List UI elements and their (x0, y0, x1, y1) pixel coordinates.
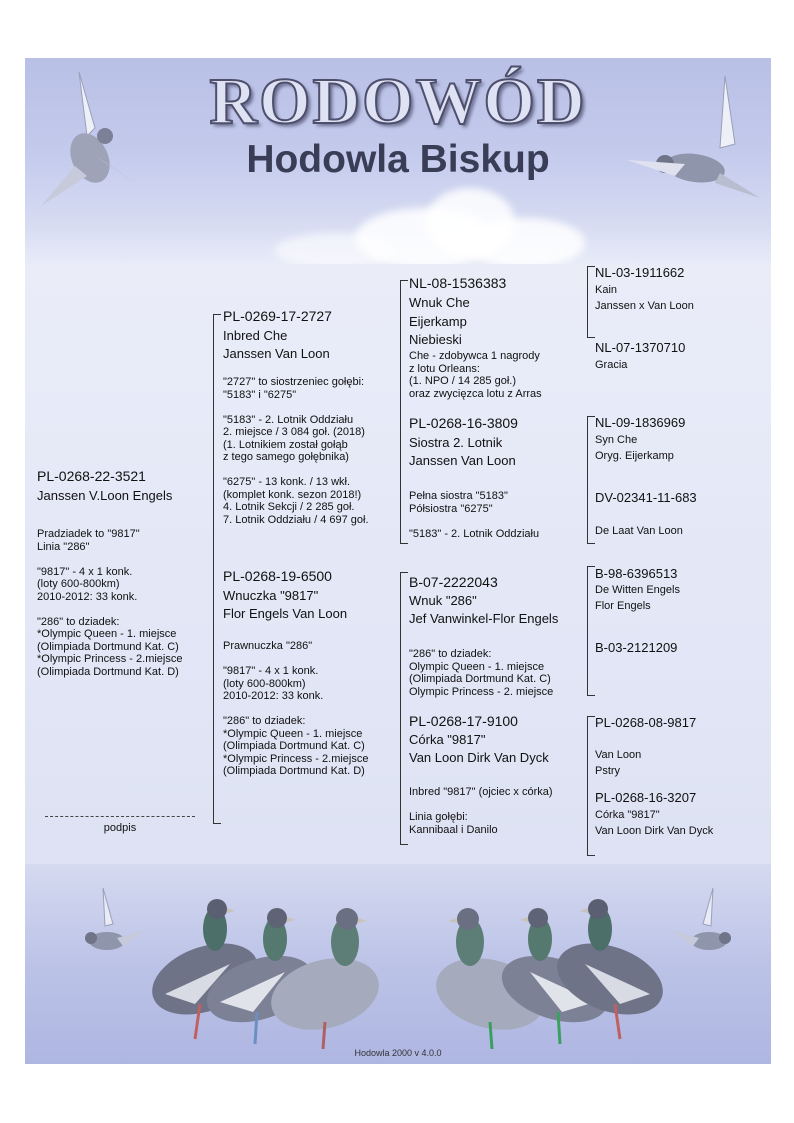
note-line (223, 703, 368, 716)
bracket-father-parents (400, 280, 401, 544)
note-line: (Olimpiada Dortmund Kat. D) (37, 665, 179, 678)
bracket-tick (400, 280, 408, 281)
note-line: Che - zdobywca 1 nagrody (409, 350, 540, 362)
note-line: *Olympic Princess - 2.miejsce (223, 752, 369, 765)
note-line: Inbred "9817" (ojciec x córka) (409, 786, 553, 798)
mother-ring-number: PL-0268-19-6500 (223, 568, 332, 584)
great-grandparent-2-ring-number: NL-07-1370710 (595, 340, 686, 355)
pedigree-sheet (25, 58, 771, 1064)
great-grandparent-2-line: Gracia (595, 359, 628, 371)
note-line: "5183" - 2. Lotnik Oddziału (409, 527, 540, 540)
bracket-ggp-3 (587, 566, 588, 696)
grandparent-2-line: Siostra 2. Lotnik (409, 435, 503, 450)
note-line: *Olympic Queen - 1. miejsce (223, 727, 363, 740)
note-line: Linia "286" (37, 540, 90, 553)
note-line: *Olympic Queen - 1. miejsce (37, 628, 177, 640)
great-grandparent-1-line: Kain (595, 284, 618, 296)
note-line: Kannibaal i Danilo (409, 823, 498, 836)
grandparent-2-ring-number: PL-0268-16-3809 (409, 415, 518, 431)
great-grandparent-4-line: De Laat Van Loon (595, 525, 683, 537)
mother-notes (223, 640, 368, 778)
great-grandparent-7-line: Van Loon (595, 749, 642, 761)
note-line: (Olimpiada Dortmund Kat. C) (37, 640, 179, 653)
bracket-parents (213, 314, 214, 824)
bracket-ggp-2 (587, 416, 588, 544)
note-line (37, 603, 182, 616)
bracket-tick (587, 855, 595, 856)
grandparent-4-notes (409, 786, 553, 836)
bracket-ggp-1 (587, 266, 588, 338)
grandparent-1-ring-number: NL-08-1536383 (409, 275, 507, 291)
subject-ring-number: PL-0268-22-3521 (37, 468, 146, 484)
father-line-1: Inbred Che (223, 328, 288, 343)
note-line (37, 553, 182, 566)
note-line: (1. NPO / 14 285 goł.) (409, 375, 516, 387)
note-line: "286" to dziadek: (37, 615, 120, 628)
great-grandparent-4-ring-number: DV-02341-11-683 (595, 490, 697, 505)
note-line: "9817" - 4 x 1 konk. (37, 565, 133, 578)
cloud (275, 233, 395, 264)
grandparent-4-ring-number: PL-0268-17-9100 (409, 713, 518, 729)
great-grandparent-1-line: Janssen x Van Loon (595, 300, 694, 312)
subject-notes (37, 528, 182, 678)
grandparent-1-line: Eijerkamp (409, 314, 467, 329)
bracket-tick (587, 416, 595, 417)
note-line: "2727" to siostrzeniec gołębi: (223, 376, 365, 388)
bracket-mother-parents (400, 572, 401, 845)
subject-name: Janssen V.Loon Engels (37, 488, 173, 503)
great-grandparent-5-line: Flor Engels (595, 600, 651, 612)
note-line: z tego samego gołębnika) (223, 451, 349, 463)
note-line: Olympic Queen - 1. miejsce (409, 660, 545, 673)
grandparent-1-notes (409, 350, 542, 400)
grandparent-3-line: Jef Vanwinkel-Flor Engels (409, 611, 559, 626)
bracket-tick (587, 543, 595, 544)
note-line: "6275" - 13 konk. / 13 wkł. (223, 476, 351, 488)
great-grandparent-7-ring-number: PL-0268-08-9817 (595, 715, 697, 730)
note-line: Pradziadek to "9817" (37, 528, 140, 540)
great-grandparent-3-ring-number: NL-09-1836969 (595, 415, 686, 430)
standing-pigeons-left-icon (135, 884, 395, 1054)
header-banner (25, 58, 771, 264)
note-line: 2010-2012: 33 konk. (223, 690, 324, 702)
great-grandparent-7-line: Pstry (595, 765, 621, 777)
note-line: *Olympic Princess - 2.miejsce (37, 653, 183, 665)
great-grandparent-8-line: Córka "9817" (595, 809, 660, 821)
mother-line-2: Flor Engels Van Loon (223, 606, 348, 621)
note-line (223, 464, 369, 477)
great-grandparent-5-ring-number: B-98-6396513 (595, 566, 678, 581)
note-line: (komplet konk. sezon 2018!) (223, 488, 362, 501)
note-line: (loty 600-800km) (37, 578, 120, 590)
grandparent-1-line: Niebieski (409, 332, 462, 347)
great-grandparent-6-ring-number: B-03-2121209 (595, 640, 678, 655)
father-ring-number: PL-0269-17-2727 (223, 308, 332, 324)
bracket-tick (587, 695, 595, 696)
bracket-tick (400, 844, 408, 845)
note-line: (Olimpiada Dortmund Kat. C) (409, 673, 551, 685)
note-line: "9817" - 4 x 1 konk. (223, 665, 319, 677)
grandparent-1-line: Wnuk Che (409, 295, 470, 310)
note-line: (Olimpiada Dortmund Kat. D) (223, 765, 365, 777)
note-line: Prawnuczka "286" (223, 640, 313, 652)
note-line: Półsiostra "6275" (409, 502, 493, 515)
note-line: Pełna siostra "5183" (409, 490, 508, 502)
signature-line (45, 816, 195, 817)
note-line: Linia gołębi: (409, 811, 468, 823)
grandparent-2-notes (409, 490, 539, 540)
bracket-tick (587, 266, 595, 267)
note-line (409, 515, 539, 528)
great-grandparent-3-line: Oryg. Eijerkamp (595, 450, 674, 462)
bracket-tick (213, 314, 221, 315)
note-line: Olympic Princess - 2. miejsce (409, 685, 554, 698)
bracket-tick (587, 716, 595, 717)
bracket-tick (587, 566, 595, 567)
bracket-tick (400, 543, 408, 544)
bracket-ggp-4 (587, 716, 588, 856)
note-line: 2010-2012: 33 konk. (37, 590, 138, 603)
great-grandparent-1-ring-number: NL-03-1911662 (595, 265, 685, 280)
grandparent-2-line: Janssen Van Loon (409, 453, 516, 468)
note-line (223, 653, 368, 666)
breeder-name: Hodowla Biskup (246, 138, 550, 181)
bracket-tick (213, 823, 221, 824)
bracket-tick (400, 572, 408, 573)
grandparent-3-line: Wnuk "286" (409, 593, 477, 608)
cloud (465, 218, 585, 264)
standing-pigeons-right-icon (420, 884, 680, 1054)
grandparent-4-line: Van Loon Dirk Van Dyck (409, 750, 549, 765)
note-line: "5183" i "6275" (223, 388, 297, 401)
great-grandparent-8-ring-number: PL-0268-16-3207 (595, 790, 697, 805)
bracket-tick (587, 337, 595, 338)
note-line (223, 401, 369, 414)
note-line: "286" to dziadek: (223, 715, 306, 727)
note-line: (Olimpiada Dortmund Kat. C) (223, 740, 365, 752)
note-line: (loty 600-800km) (223, 677, 306, 690)
note-line: z lotu Orleans: (409, 362, 480, 375)
note-line: 4. Lotnik Sekcji / 2 285 goł. (223, 501, 355, 513)
note-line: (1. Lotnikiem został gołąb (223, 438, 348, 451)
grandparent-4-line: Córka "9817" (409, 732, 486, 747)
note-line: "286" to dziadek: (409, 648, 492, 660)
mother-line-1: Wnuczka "9817" (223, 588, 319, 603)
signature-label: podpis (103, 822, 137, 834)
father-line-2: Janssen Van Loon (223, 346, 330, 361)
footer-banner (25, 864, 771, 1064)
note-line: 7. Lotnik Oddziału / 4 697 goł. (223, 513, 369, 526)
great-grandparent-3-line: Syn Che (595, 434, 638, 446)
note-line: "5183" - 2. Lotnik Oddziału (223, 413, 354, 426)
great-grandparent-5-line: De Witten Engels (595, 584, 680, 596)
grandparent-3-notes (409, 648, 553, 698)
note-line: 2. miejsce / 3 084 goł. (2018) (223, 426, 365, 438)
page-title: RODOWÓD (209, 65, 587, 138)
software-version: Hodowla 2000 v 4.0.0 (354, 1048, 442, 1058)
grandparent-3-ring-number: B-07-2222043 (409, 574, 498, 590)
great-grandparent-8-line: Van Loon Dirk Van Dyck (595, 825, 714, 837)
note-line (409, 799, 553, 812)
father-notes (223, 376, 369, 526)
note-line: oraz zwycięzca lotu z Arras (409, 387, 542, 400)
